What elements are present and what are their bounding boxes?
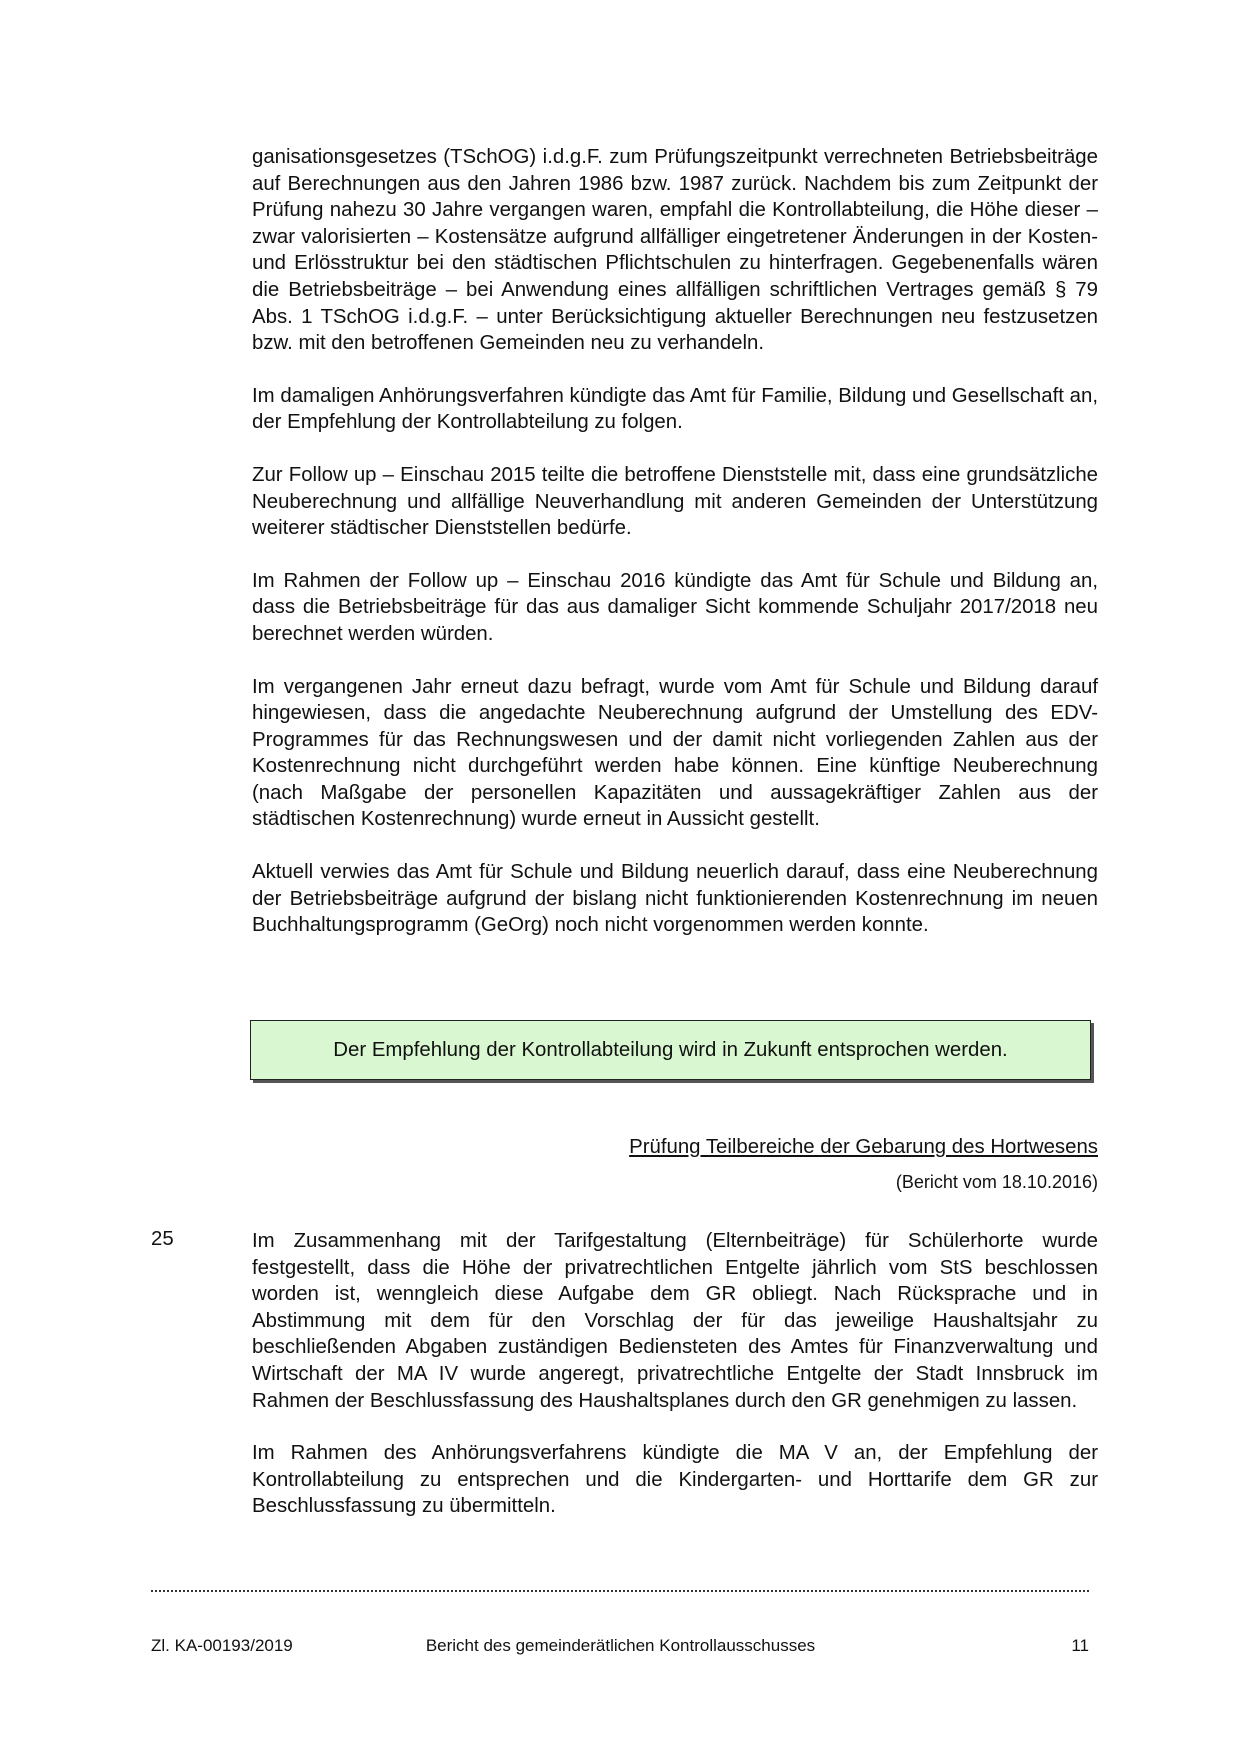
section-title: Prüfung Teilbereiche der Gebarung des Hortwesens bbox=[629, 1136, 1098, 1158]
paragraph: Im damaligen Anhörungsverfahren kündigte das Amt für Familie, Bildung und Gesellschaft an, der Empfehlung der Kontrollabteilung zu folgen. bbox=[252, 384, 1098, 434]
paragraph: Im vergangenen Jahr erneut dazu befragt, wurde vom Amt für Schule und Bildung darauf hingewiesen, dass die angedachte Neuberechnung aufgrund der Umstellung des EDV-Programmes für das Rechnungswesen und der damit nicht vorliegenden Zahlen aus der Kostenrechnung nicht durchgeführt werden habe können. Eine künftige Neuberechnung (nach Maßgabe der personellen Kapazitäten und aussagekräftiger Zahlen aus der städtischen Kostenrechnung) wurde erneut in Aussicht gestellt. bbox=[252, 675, 1098, 831]
body-text-item bbox=[252, 1228, 1098, 1546]
paragraph: ganisationsgesetzes (TSchOG) i.d.g.F. zum Prüfungszeitpunkt verrechneten Betriebsbeiträge auf Berechnungen aus den Jahren 1986 bzw. 1987 zurück. Nachdem bis zum Zeitpunkt der Prüfung nahezu 30 Jahre vergangen waren, empfahl die Kontrollabteilung, die Höhe dieser – zwar valorisierten – Kostensätze aufgrund allfälliger eingetretener Änderungen in der Kosten- und Erlösstruktur bei den städtischen Pflichtschulen zu hinterfragen. Gegebenenfalls wären die Betriebsbeiträge – bei Anwendung eines allfälligen schriftlichen Vertrages gemäß § 79 Abs. 1 TSchOG i.d.g.F. – unter Berücksichtigung aktueller Berechnungen neu festzusetzen bzw. mit den betroffenen Gemeinden neu zu verhandeln. bbox=[252, 146, 1098, 355]
body-text-top bbox=[252, 144, 1098, 965]
paragraph: Aktuell verwies das Amt für Schule und Bildung neuerlich darauf, dass eine Neuberechnung der Betriebsbeiträge aufgrund der bislang nicht funktionierenden Kostenrechnung im neuen Buchhaltungsprogramm (GeOrg) noch nicht vorgenommen werden konnte. bbox=[252, 861, 1098, 937]
paragraph: Im Zusammenhang mit der Tarifgestaltung (Elternbeiträge) für Schülerhorte wurde festgestellt, dass die Höhe der privatrechtlichen Entgelte jährlich vom StS beschlossen worden ist, wenngleich diese Aufgabe dem GR obliegt. Nach Rücksprache und in Abstimmung mit dem für den Vorschlag der für das jeweilige Haushaltsjahr zu beschließenden Abgaben zuständigen Bediensteten des Amtes für Finanzverwaltung und Wirtschaft der MA IV wurde angeregt, privatrechtliche Entgelte der Stadt Innsbruck im Rahmen der Beschlussfassung des Haushaltsplanes durch den GR genehmigen zu lassen. bbox=[252, 1230, 1098, 1412]
item-number: 25 bbox=[151, 1228, 174, 1250]
paragraph: Zur Follow up – Einschau 2015 teilte die betroffene Dienststelle mit, dass eine grundsätzliche Neuberechnung und allfällige Neuverhandlung mit anderen Gemeinden der Unterstützung weiterer städtischer Dienststellen bedürfe. bbox=[252, 463, 1098, 540]
page-number: 11 bbox=[1071, 1636, 1089, 1655]
paragraph: Im Rahmen der Follow up – Einschau 2016 kündigte das Amt für Schule und Bildung an, dass die Betriebsbeiträge für das aus damaliger Sicht kommende Schuljahr 2017/2018 neu berechnet werden würden. bbox=[252, 569, 1098, 645]
paragraph: Im Rahmen des Anhörungsverfahrens kündigte die MA V an, der Empfehlung der Kontrollabteilung zu entsprechen und die Kindergarten- und Horttarife dem GR zur Beschlussfassung zu übermitteln. bbox=[252, 1442, 1098, 1518]
statement-text: Der Empfehlung der Kontrollabteilung wird in Zukunft entsprochen werden. bbox=[333, 1038, 1008, 1061]
statement-box bbox=[250, 1020, 1091, 1080]
footer-title: Bericht des gemeinderätlichen Kontrollausschusses bbox=[425, 1636, 816, 1655]
section-date: (Bericht vom 18.10.2016) bbox=[895, 1172, 1098, 1192]
footer-reference: Zl. KA-00193/2019 bbox=[151, 1636, 293, 1655]
footer-divider bbox=[151, 1590, 1089, 1592]
